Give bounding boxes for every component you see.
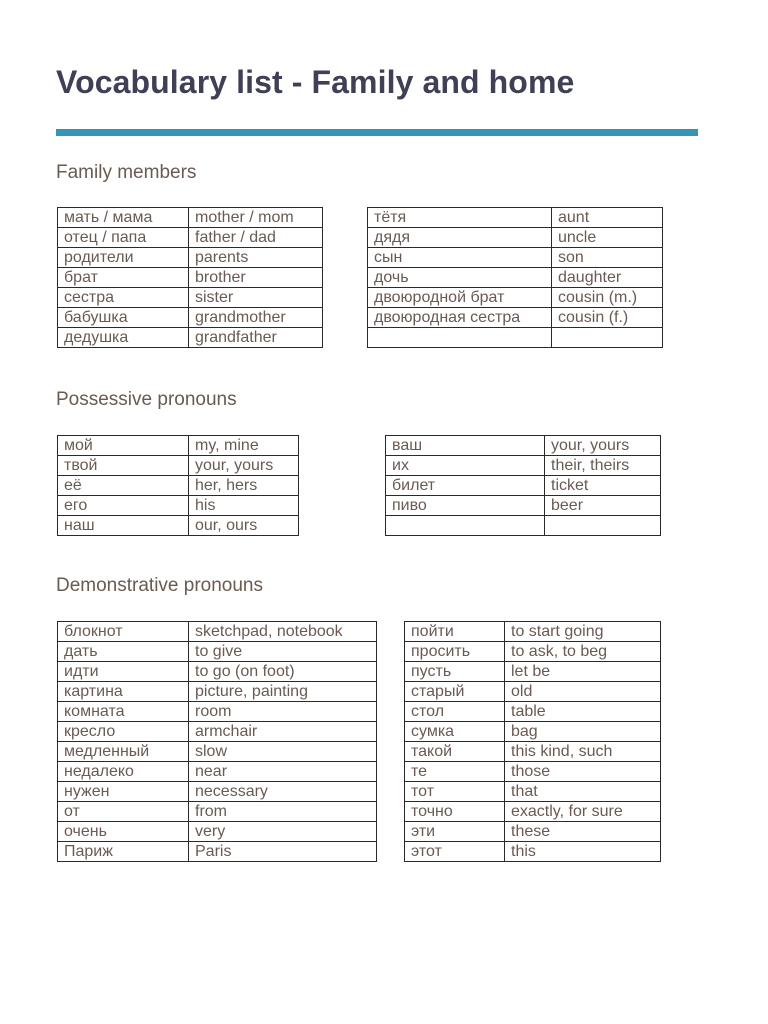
table-row bbox=[405, 722, 661, 742]
vocab-table-family-1 bbox=[57, 207, 323, 348]
russian-term-cell: тётя bbox=[368, 208, 552, 228]
table-row bbox=[58, 622, 377, 642]
table-row bbox=[368, 268, 663, 288]
russian-term-cell: кресло bbox=[58, 722, 189, 742]
vocab-table-demonstrative-1 bbox=[57, 621, 377, 862]
table-row bbox=[405, 842, 661, 862]
table-row bbox=[368, 248, 663, 268]
english-translation-cell: necessary bbox=[189, 782, 377, 802]
russian-term-cell: его bbox=[58, 496, 189, 516]
english-translation-cell: my, mine bbox=[189, 436, 299, 456]
english-translation-cell: let be bbox=[505, 662, 661, 682]
table-row bbox=[58, 456, 299, 476]
russian-term-cell: дядя bbox=[368, 228, 552, 248]
russian-term-cell: мой bbox=[58, 436, 189, 456]
table-row bbox=[58, 662, 377, 682]
table-row bbox=[58, 288, 323, 308]
table-row bbox=[58, 436, 299, 456]
russian-term-cell: двоюродная сестра bbox=[368, 308, 552, 328]
table-row bbox=[58, 822, 377, 842]
russian-term-cell: отец / папа bbox=[58, 228, 189, 248]
english-translation-cell: parents bbox=[189, 248, 323, 268]
english-translation-cell: cousin (m.) bbox=[552, 288, 663, 308]
russian-term-cell: наш bbox=[58, 516, 189, 536]
table-row bbox=[405, 682, 661, 702]
table-row bbox=[368, 328, 663, 348]
table-row bbox=[405, 622, 661, 642]
table-row bbox=[386, 496, 661, 516]
english-translation-cell: Paris bbox=[189, 842, 377, 862]
russian-term-cell: картина bbox=[58, 682, 189, 702]
russian-term-cell: ваш bbox=[386, 436, 545, 456]
table-row bbox=[405, 642, 661, 662]
english-translation-cell: to start going bbox=[505, 622, 661, 642]
table-row bbox=[58, 722, 377, 742]
english-translation-cell: grandmother bbox=[189, 308, 323, 328]
english-translation-cell: aunt bbox=[552, 208, 663, 228]
table-row bbox=[405, 782, 661, 802]
table-row bbox=[58, 516, 299, 536]
table-row bbox=[58, 702, 377, 722]
english-translation-cell: these bbox=[505, 822, 661, 842]
english-translation-cell: father / dad bbox=[189, 228, 323, 248]
russian-term-cell: Париж bbox=[58, 842, 189, 862]
english-translation-cell: this bbox=[505, 842, 661, 862]
table-row bbox=[368, 208, 663, 228]
russian-term-cell: пойти bbox=[405, 622, 505, 642]
russian-term-cell: её bbox=[58, 476, 189, 496]
english-translation-cell: slow bbox=[189, 742, 377, 762]
english-translation-cell: son bbox=[552, 248, 663, 268]
table-row bbox=[368, 308, 663, 328]
russian-term-cell: такой bbox=[405, 742, 505, 762]
title-divider bbox=[56, 129, 698, 136]
english-translation-cell: beer bbox=[545, 496, 661, 516]
english-translation-cell: your, yours bbox=[189, 456, 299, 476]
english-translation-cell: sister bbox=[189, 288, 323, 308]
english-translation-cell: very bbox=[189, 822, 377, 842]
english-translation-cell: that bbox=[505, 782, 661, 802]
russian-term-cell: идти bbox=[58, 662, 189, 682]
table-row bbox=[58, 308, 323, 328]
english-translation-cell: room bbox=[189, 702, 377, 722]
table-row bbox=[405, 822, 661, 842]
russian-term-cell: билет bbox=[386, 476, 545, 496]
table-row bbox=[405, 662, 661, 682]
russian-term-cell: старый bbox=[405, 682, 505, 702]
russian-term-cell: те bbox=[405, 762, 505, 782]
table-row bbox=[58, 328, 323, 348]
table-row bbox=[368, 228, 663, 248]
table-row bbox=[58, 802, 377, 822]
vocab-table-demonstrative-2 bbox=[404, 621, 661, 862]
section-heading-family-members: Family members bbox=[56, 162, 197, 183]
russian-term-cell: двоюродной брат bbox=[368, 288, 552, 308]
english-translation-cell: our, ours bbox=[189, 516, 299, 536]
english-translation-cell: his bbox=[189, 496, 299, 516]
english-translation-cell: from bbox=[189, 802, 377, 822]
russian-term-cell: недалеко bbox=[58, 762, 189, 782]
russian-term-cell: тот bbox=[405, 782, 505, 802]
vocab-table-family-2 bbox=[367, 207, 663, 348]
vocab-table-possessive-2 bbox=[385, 435, 661, 536]
russian-term-cell: блокнот bbox=[58, 622, 189, 642]
russian-term-cell: медленный bbox=[58, 742, 189, 762]
russian-term-cell: дедушка bbox=[58, 328, 189, 348]
table-row bbox=[386, 516, 661, 536]
russian-term-cell bbox=[368, 328, 552, 348]
table-row bbox=[58, 268, 323, 288]
russian-term-cell: их bbox=[386, 456, 545, 476]
english-translation-cell: to go (on foot) bbox=[189, 662, 377, 682]
english-translation-cell: old bbox=[505, 682, 661, 702]
russian-term-cell: родители bbox=[58, 248, 189, 268]
table-row bbox=[386, 436, 661, 456]
english-translation-cell: exactly, for sure bbox=[505, 802, 661, 822]
english-translation-cell: uncle bbox=[552, 228, 663, 248]
section-heading-demonstrative-pronouns: Demonstrative pronouns bbox=[56, 575, 263, 596]
russian-term-cell: от bbox=[58, 802, 189, 822]
english-translation-cell: her, hers bbox=[189, 476, 299, 496]
russian-term-cell: бабушка bbox=[58, 308, 189, 328]
english-translation-cell bbox=[552, 328, 663, 348]
english-translation-cell: your, yours bbox=[545, 436, 661, 456]
russian-term-cell: пусть bbox=[405, 662, 505, 682]
russian-term-cell: комната bbox=[58, 702, 189, 722]
russian-term-cell: этот bbox=[405, 842, 505, 862]
table-row bbox=[58, 842, 377, 862]
english-translation-cell: brother bbox=[189, 268, 323, 288]
table-row bbox=[58, 742, 377, 762]
russian-term-cell: дать bbox=[58, 642, 189, 662]
vocab-table-possessive-1 bbox=[57, 435, 299, 536]
russian-term-cell: точно bbox=[405, 802, 505, 822]
russian-term-cell: нужен bbox=[58, 782, 189, 802]
russian-term-cell: мать / мама bbox=[58, 208, 189, 228]
russian-term-cell: сумка bbox=[405, 722, 505, 742]
table-row bbox=[58, 496, 299, 516]
english-translation-cell: cousin (f.) bbox=[552, 308, 663, 328]
russian-term-cell: стол bbox=[405, 702, 505, 722]
table-row bbox=[58, 682, 377, 702]
russian-term-cell: твой bbox=[58, 456, 189, 476]
table-row bbox=[58, 476, 299, 496]
table-row bbox=[386, 456, 661, 476]
english-translation-cell: their, theirs bbox=[545, 456, 661, 476]
russian-term-cell: очень bbox=[58, 822, 189, 842]
table-row bbox=[368, 288, 663, 308]
table-row bbox=[405, 702, 661, 722]
russian-term-cell: просить bbox=[405, 642, 505, 662]
russian-term-cell: брат bbox=[58, 268, 189, 288]
english-translation-cell: this kind, such bbox=[505, 742, 661, 762]
english-translation-cell: to ask, to beg bbox=[505, 642, 661, 662]
russian-term-cell: дочь bbox=[368, 268, 552, 288]
table-row bbox=[58, 762, 377, 782]
table-row bbox=[58, 208, 323, 228]
english-translation-cell: grandfather bbox=[189, 328, 323, 348]
english-translation-cell: mother / mom bbox=[189, 208, 323, 228]
table-row bbox=[405, 762, 661, 782]
english-translation-cell: table bbox=[505, 702, 661, 722]
russian-term-cell bbox=[386, 516, 545, 536]
page-title: Vocabulary list - Family and home bbox=[56, 64, 575, 100]
english-translation-cell: near bbox=[189, 762, 377, 782]
english-translation-cell: armchair bbox=[189, 722, 377, 742]
russian-term-cell: пиво bbox=[386, 496, 545, 516]
russian-term-cell: сестра bbox=[58, 288, 189, 308]
english-translation-cell: bag bbox=[505, 722, 661, 742]
table-row bbox=[58, 782, 377, 802]
russian-term-cell: сын bbox=[368, 248, 552, 268]
section-heading-possessive-pronouns: Possessive pronouns bbox=[56, 389, 237, 410]
table-row bbox=[58, 248, 323, 268]
table-row bbox=[405, 742, 661, 762]
english-translation-cell: ticket bbox=[545, 476, 661, 496]
russian-term-cell: эти bbox=[405, 822, 505, 842]
english-translation-cell: picture, painting bbox=[189, 682, 377, 702]
table-row bbox=[58, 642, 377, 662]
english-translation-cell: daughter bbox=[552, 268, 663, 288]
english-translation-cell: those bbox=[505, 762, 661, 782]
english-translation-cell: to give bbox=[189, 642, 377, 662]
table-row bbox=[58, 228, 323, 248]
table-row bbox=[405, 802, 661, 822]
table-row bbox=[386, 476, 661, 496]
english-translation-cell bbox=[545, 516, 661, 536]
english-translation-cell: sketchpad, notebook bbox=[189, 622, 377, 642]
